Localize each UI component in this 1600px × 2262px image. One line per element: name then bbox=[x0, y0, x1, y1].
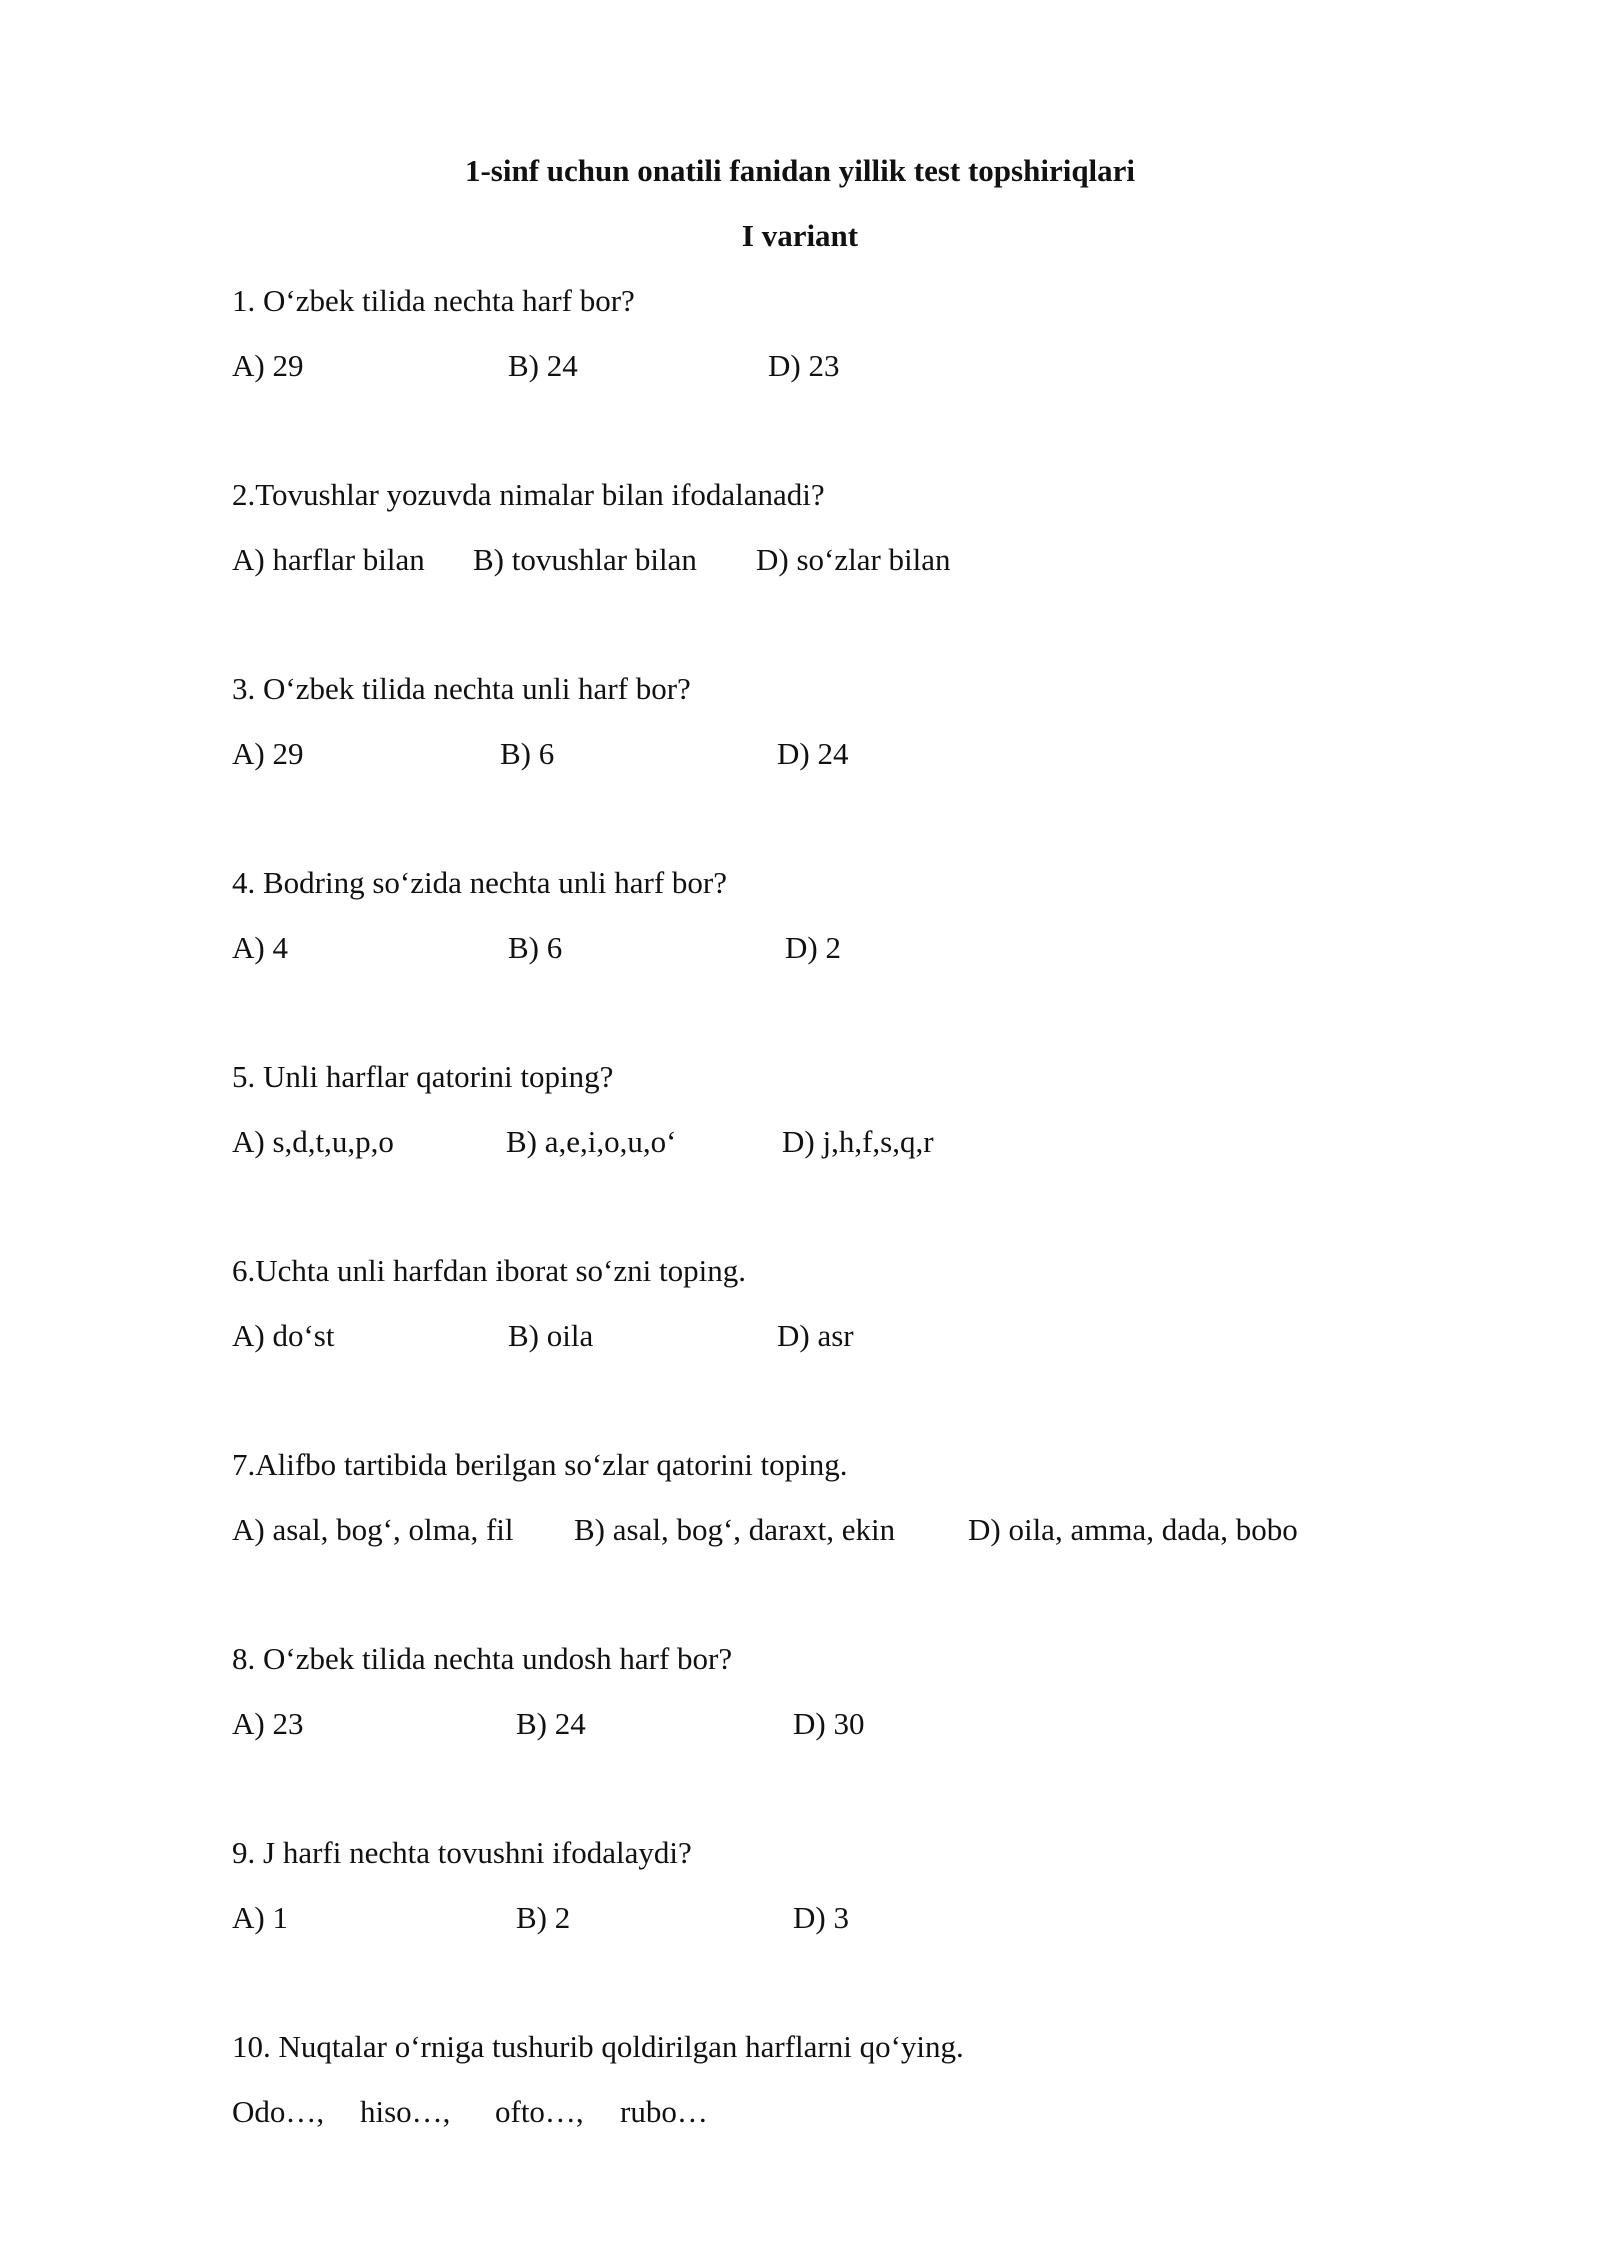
question-10-word-4: rubo… bbox=[620, 2094, 708, 2129]
question-2-option-b: B) tovushlar bilan bbox=[473, 542, 697, 577]
question-8-option-d: D) 30 bbox=[793, 1706, 865, 1741]
question-2-option-a: A) harflar bilan bbox=[232, 542, 425, 577]
question-2: 2.Tovushlar yozuvda nimalar bilan ifodalanadi? bbox=[232, 477, 825, 512]
question-4-option-a: A) 4 bbox=[232, 930, 288, 965]
question-10-word-3: ofto…, bbox=[495, 2094, 584, 2129]
question-7-option-b: B) asal, bog‘, daraxt, ekin bbox=[574, 1512, 896, 1547]
question-5-option-b: B) a,e,i,o,u,o‘ bbox=[506, 1124, 677, 1159]
variant-label: I variant bbox=[741, 218, 859, 253]
question-6: 6.Uchta unli harfdan iborat so‘zni toping. bbox=[232, 1253, 746, 1288]
question-8: 8. O‘zbek tilida nechta undosh harf bor? bbox=[232, 1641, 733, 1676]
question-10: 10. Nuqtalar o‘rniga tushurib qoldirilgan harflarni qo‘ying. bbox=[232, 2029, 964, 2064]
question-3-option-d: D) 24 bbox=[777, 736, 849, 771]
question-8-option-a: A) 23 bbox=[232, 1706, 304, 1741]
question-4: 4. Bodring so‘zida nechta unli harf bor? bbox=[232, 865, 727, 900]
question-1-option-a: A) 29 bbox=[232, 348, 304, 383]
question-5-option-d: D) j,h,f,s,q,r bbox=[782, 1124, 934, 1159]
question-5-option-a: A) s,d,t,u,p,o bbox=[232, 1124, 394, 1159]
question-3-option-b: B) 6 bbox=[500, 736, 555, 771]
question-3-option-a: A) 29 bbox=[232, 736, 304, 771]
question-2-option-d: D) so‘zlar bilan bbox=[756, 542, 951, 577]
question-6-option-d: D) asr bbox=[777, 1318, 854, 1353]
question-9-option-b: B) 2 bbox=[516, 1900, 571, 1935]
question-1: 1. O‘zbek tilida nechta harf bor? bbox=[232, 283, 635, 318]
question-1-option-d: D) 23 bbox=[768, 348, 840, 383]
question-9-option-a: A) 1 bbox=[232, 1900, 288, 1935]
question-7-option-a: A) asal, bog‘, olma, fil bbox=[232, 1512, 514, 1547]
question-6-option-a: A) do‘st bbox=[232, 1318, 335, 1353]
question-10-word-2: hiso…, bbox=[360, 2094, 451, 2129]
question-9-option-d: D) 3 bbox=[793, 1900, 849, 1935]
question-4-option-b: B) 6 bbox=[508, 930, 563, 965]
question-9: 9. J harfi nechta tovushni ifodalaydi? bbox=[232, 1835, 692, 1870]
document-title: 1-sinf uchun onatili fanidan yillik test topshiriqlari bbox=[464, 153, 1136, 188]
question-5: 5. Unli harflar qatorini toping? bbox=[232, 1059, 614, 1094]
question-4-option-d: D) 2 bbox=[785, 930, 841, 965]
question-3: 3. O‘zbek tilida nechta unli harf bor? bbox=[232, 671, 691, 706]
question-10-word-1: Odo…, bbox=[232, 2094, 325, 2129]
question-7: 7.Alifbo tartibida berilgan so‘zlar qatorini toping. bbox=[232, 1447, 848, 1482]
question-8-option-b: B) 24 bbox=[516, 1706, 586, 1741]
question-6-option-b: B) oila bbox=[508, 1318, 594, 1353]
question-1-option-b: B) 24 bbox=[508, 348, 578, 383]
question-7-option-d: D) oila, amma, dada, bobo bbox=[968, 1512, 1298, 1547]
